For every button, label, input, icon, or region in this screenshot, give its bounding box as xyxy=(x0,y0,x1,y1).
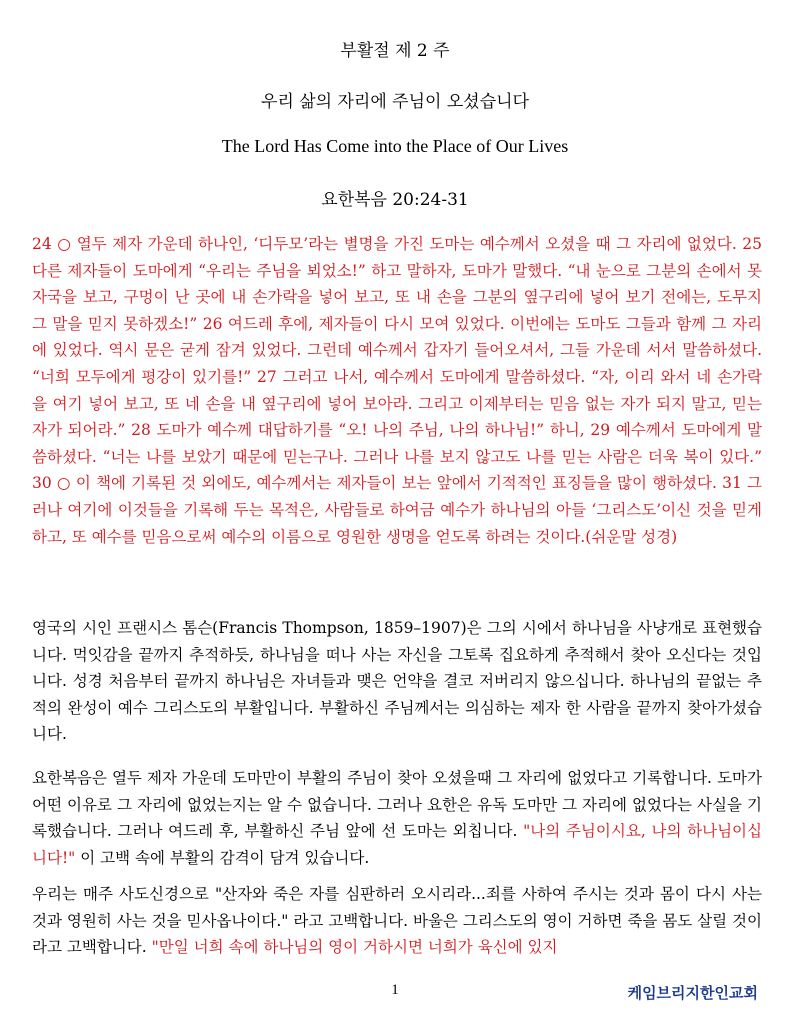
paragraph-text: 요한복음은 열두 제자 가운데 도마만이 부활의 주님이 찾아 오셨을때 그 자리에 없었다고 기록합니다. 도마가 어떤 이유로 그 자리에 없었는지는 알 수 없습니다. 그러나 요한은 유독 도마만 그 자리에 없었다는 사실을 기록했습니다. 그러나 여드레 후, 부활하신 주님 앞에 선 도마는 외칩니다. xyxy=(32,769,762,841)
body-paragraph-3 xyxy=(32,881,762,961)
paragraph-text: 우리는 매주 사도신경으로 "산자와 죽은 자를 심판하러 오시리라...죄를 사하여 주시는 것과 몸이 다시 사는 것과 영원히 사는 것을 믿사옵나이다." 라고 고백합니다. 바울은 그리스도의 영이 거하면 죽을 몸도 살릴 것이라고 고백합니다. xyxy=(32,885,762,957)
paragraph-text: 이 고백 속에 부활의 감격이 담겨 있습니다. xyxy=(75,848,370,867)
church-name: 케임브리지한인교회 xyxy=(627,984,758,1002)
scripture-passage: 24 ○ 열두 제자 가운데 하나인, ‘디두모’라는 별명을 가진 도마는 예수께서 오셨을 때 그 자리에 없었다. 25 다른 제자들이 도마에게 “우리는 주님을 뵈었소!” 하고 말하자, 도마가 말했다. “내 눈으로 그분의 손에서 못 자국을 보고, 구멍이 난 곳에 내 손가락을 넣어 보고, 또 내 손을 그분의 옆구리에 넣어 보기 전에는, 도무지 그 말을 믿지 못하겠소!” 26 여드레 후에, 제자들이 다시 모여 있었다. 이번에는 도마도 그들과 함께 그 자리에 있었다. 역시 문은 굳게 잠겨 있었다. 그런데 예수께서 갑자기 들어오셔서, 그들 가운데 서서 말씀하셨다. “너희 모두에게 평강이 있기를!” 27 그러고 나서, 예수께서 도마에게 말씀하셨다. “자, 이리 와서 네 손가락을 여기 넣어 보고, 또 네 손을 내 옆구리에 넣어 보아라. 그리고 이제부터는 믿음 없는 자가 되지 말고, 믿는 자가 되어라.” 28 도마가 예수께 대답하기를 “오! 나의 주님, 나의 하나님!” 하니, 29 예수께서 도마에게 말씀하셨다. “너는 나를 보았기 때문에 믿는구나. 그러나 나를 보지 않고도 나를 믿는 사람은 더욱 복이 있다.” 30 ○ 이 책에 기록된 것 외에도, 예수께서는 제자들이 보는 앞에서 기적적인 표징들을 많이 행하셨다. 31 그러나 여기에 이것들을 기록해 두는 목적은, 사람들로 하여금 예수가 하나님의 아들 ‘그리스도’이신 것을 믿게 하고, 또 예수를 믿음으로써 예수의 이름으로 영원한 생명을 얻도록 하려는 것이다.(쉬운말 성경) xyxy=(32,235,762,546)
sermon-title-korean: 우리 삶의 자리에 주님이 오셨습니다 xyxy=(261,92,529,112)
scripture-reference: 요한복음 20:24-31 xyxy=(321,190,469,210)
week-heading: 부활절 제 2 주 xyxy=(340,41,450,61)
body-paragraph-2 xyxy=(32,765,762,871)
quote-highlight: "나의 주님이시요, 나의 하나님이십니다!" xyxy=(32,822,762,867)
page-number: 1 xyxy=(391,982,399,998)
quote-highlight: "만일 너희 속에 하나님의 영이 거하시면 너희가 육신에 있지 xyxy=(151,938,558,957)
body-paragraph-1: 영국의 시인 프랜시스 톰슨(Francis Thompson, 1859–1907)은 그의 시에서 하나님을 사냥개로 표현했습니다. 먹잇감을 끝까지 추적하듯, 하나님을 떠나 사는 자신을 그토록 집요하게 추적해서 찾아 오신다는 것입니다. 성경 처음부터 끝까지 하나님은 자녀들과 맺은 언약을 결코 저버리지 않으십니다. 하나님의 끝없는 추적의 완성이 예수 그리스도의 부활입니다. 부활하신 주님께서는 의심하는 제자 한 사람을 끝까지 찾아가셨습니다. xyxy=(32,619,762,744)
sermon-title-english: The Lord Has Come into the Place of Our Lives xyxy=(221,136,569,156)
